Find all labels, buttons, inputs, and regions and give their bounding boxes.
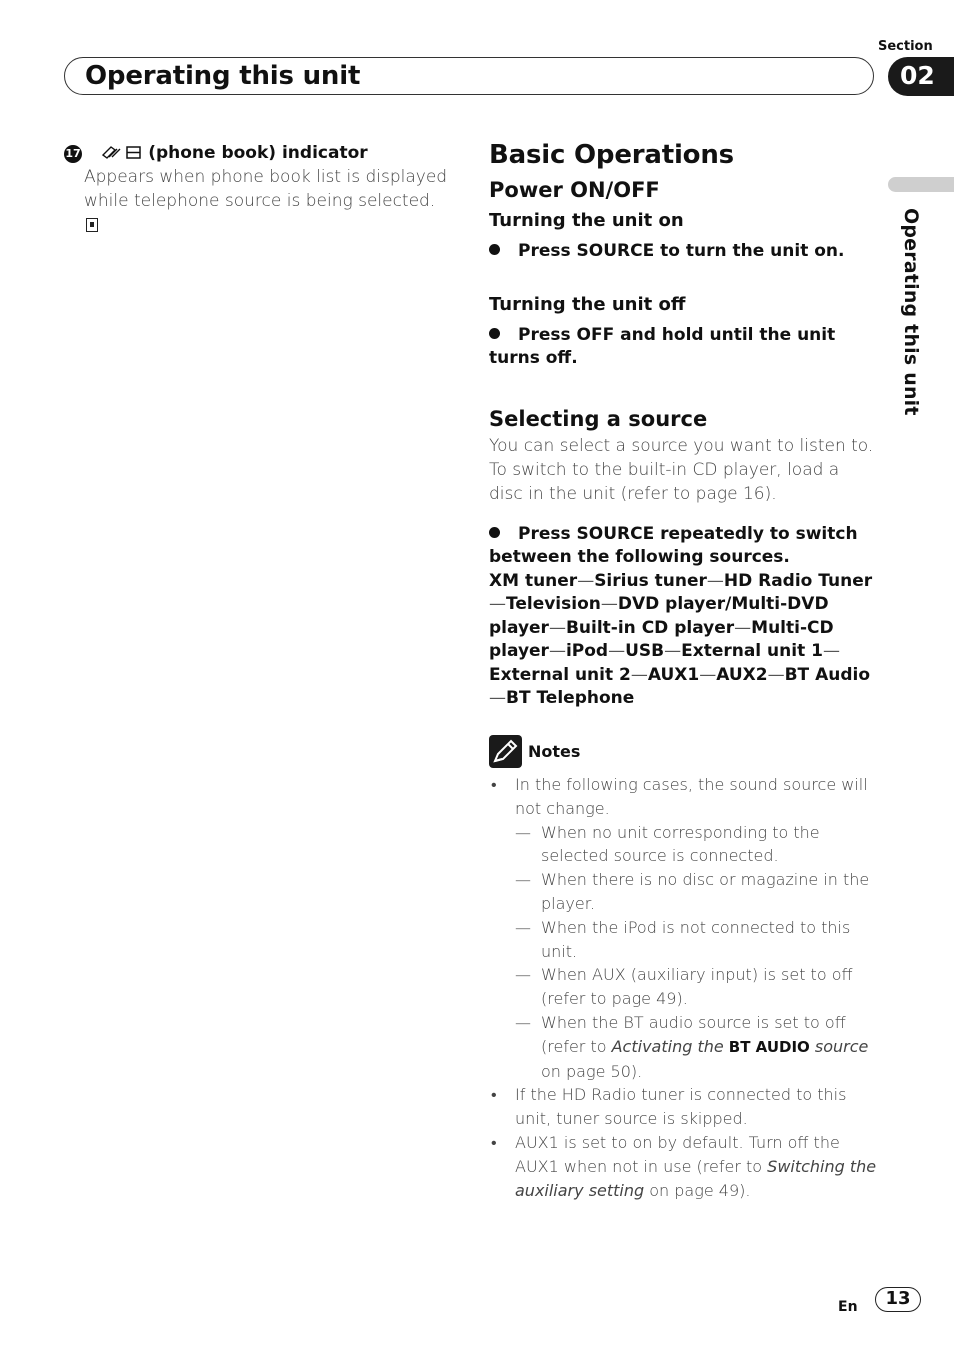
- source-item: Multi-CD player: [489, 617, 834, 662]
- turn-on-step: Press SOURCE to turn the unit on.: [489, 240, 877, 264]
- separator: —: [577, 570, 595, 591]
- source-item: Sirius tuner: [594, 570, 707, 591]
- separator: —: [699, 664, 717, 685]
- source-item: DVD player/Multi-DVD player: [489, 594, 829, 638]
- separator: —: [489, 688, 506, 709]
- source-item: External unit 2: [489, 664, 631, 685]
- source-item: HD Radio Tuner: [723, 570, 873, 591]
- list-item: — When AUX (auxiliary input) is set to off (refer to page 49).: [515, 963, 877, 1011]
- separator: —: [548, 641, 566, 662]
- separator: —: [630, 664, 648, 685]
- list-item: • If the HD Radio tuner is connected to this unit, tuner source is skipped.: [489, 1083, 877, 1131]
- list-item: — When the iPod is not connected to this unit.: [515, 916, 877, 964]
- source-item: External unit 1: [681, 641, 823, 662]
- notes-list: [489, 773, 877, 1202]
- source-item: BT Audio: [784, 664, 871, 685]
- power-heading: Power ON/OFF: [489, 178, 660, 202]
- source-item: Television: [506, 594, 601, 615]
- page-title-bar: [64, 57, 874, 95]
- page-number: 13: [875, 1287, 921, 1312]
- separator: —: [548, 617, 566, 638]
- case-list: [515, 821, 877, 1084]
- list-item: — When the BT audio source is set to off (refer to Activating the BT AUDIO source on page 50).: [515, 1011, 877, 1083]
- source-item: USB: [625, 641, 665, 662]
- source-item: XM tuner: [489, 570, 578, 591]
- source-item: AUX1: [647, 664, 700, 685]
- bullet-icon: [489, 328, 500, 339]
- language-label: En: [838, 1299, 858, 1315]
- separator: —: [664, 641, 682, 662]
- separator: —: [822, 641, 840, 662]
- section-label: Section: [878, 39, 933, 54]
- separator: —: [489, 594, 506, 615]
- source-list: [489, 570, 877, 712]
- list-item: — When there is no disc or magazine in the player.: [515, 868, 877, 916]
- source-step: Press SOURCE repeatedly to switch between the following sources.: [489, 523, 858, 567]
- phone-book-icon: [101, 144, 143, 164]
- selecting-source-heading: Selecting a source: [489, 406, 708, 431]
- end-of-section-icon: [86, 218, 98, 232]
- list-item: • AUX1 is set to on by default. Turn off the AUX1 when not in use (refer to Switching the auxiliary setting on page 49).: [489, 1131, 877, 1202]
- indicator-description: Appears when phone book list is displayed while telephone source is being selected.: [84, 167, 448, 211]
- source-item: iPod: [565, 641, 609, 662]
- separator: —: [706, 570, 724, 591]
- separator: —: [767, 664, 785, 685]
- section-number-badge: [888, 57, 954, 96]
- turn-on-heading: Turning the unit on: [489, 210, 684, 231]
- basic-operations-heading: Basic Operations: [489, 140, 734, 170]
- turn-off-heading: Turning the unit off: [489, 293, 686, 315]
- separator: —: [608, 641, 626, 662]
- side-tab-label: Operating this unit: [900, 208, 922, 416]
- side-tab-bar: [888, 177, 954, 192]
- separator: —: [600, 594, 618, 615]
- source-item: Built-in CD player: [565, 617, 735, 638]
- list-item: • In the following cases, the sound source will not change. — When no unit corresponding to the selected source is connected. — When there is no disc or magazine in the player. — When the iPod is not connected to this unit. — When AUX (auxiliary input) is set to off (refer to page 49). — When the BT audio source is set to off (refer to Activating the BT AUDIO source on page 50).: [489, 773, 877, 1083]
- separator: —: [734, 617, 752, 638]
- bullet-icon: [489, 244, 500, 255]
- notes-header: [489, 735, 877, 768]
- page-title: Operating this unit: [85, 61, 361, 91]
- source-item: AUX2: [716, 664, 768, 685]
- list-item: — When no unit corresponding to the selected source is connected.: [515, 821, 877, 869]
- source-intro: You can select a source you want to listen to. To switch to the built-in CD player, load a disc in the unit (refer to page 16).: [489, 435, 874, 504]
- main-column: [489, 140, 877, 1202]
- pencil-note-icon: [489, 735, 522, 768]
- turn-off-step: Press OFF and hold until the unit turns off.: [489, 324, 836, 368]
- source-item: BT Telephone: [506, 688, 635, 709]
- phone-book-indicator-item: [64, 143, 454, 237]
- indicator-label: (phone book) indicator: [148, 143, 368, 163]
- section-number: 02: [900, 61, 935, 90]
- item-number-badge: 17: [64, 145, 82, 163]
- bullet-icon: [489, 527, 500, 538]
- notes-heading: Notes: [528, 742, 581, 762]
